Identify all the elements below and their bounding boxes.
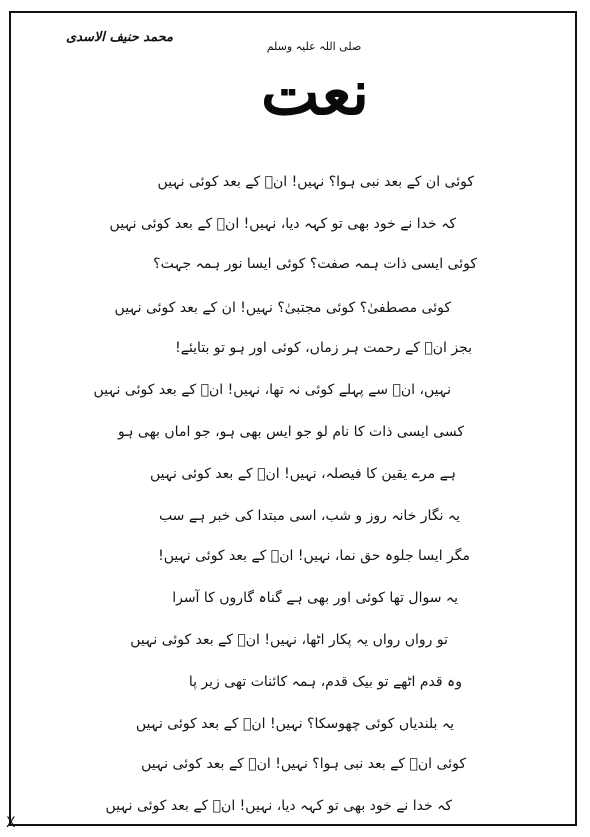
verse-line-15: کوئی انؐ کے بعد نبی ہوا؟ نہیں! انؐ کے بعد کوئی نہیں [141, 756, 466, 772]
verse-line-9: یہ نگار خانہ روز و شب، اسی مبتدا کی خبر ہے سب [158, 508, 460, 524]
page-title: نعت [260, 56, 370, 129]
verse-line-8: ہے مرے یقین کا فیصلہ، نہیں! انؐ کے بعد کوئی نہیں [149, 466, 456, 482]
verse-line-3: کوئی ایسی ذات ہمہ صفت؟ کوئی ایسا نور ہمہ جہت؟ [153, 256, 477, 272]
verse-line-12: تو رواں رواں یہ پکار اٹھا، نہیں! انؐ کے بعد کوئی نہیں [130, 632, 448, 648]
verse-line-14: یہ بلندیاں کوئی چھوسکا؟ نہیں! انؐ کے بعد کوئی نہیں [135, 716, 454, 732]
verse-line-5: بجز انؐ کے رحمت ہر زماں، کوئی اور ہو تو بتایئے! [175, 340, 472, 356]
verse-line-11: یہ سوال تھا کوئی اور بھی ہے گناہ گاروں کا آسرا [172, 590, 458, 606]
verse-line-4: کوئی مصطفیٰ؟ کوئی مجتبیٰ؟ نہیں! ان کے بعد کوئی نہیں [114, 300, 451, 316]
verse-line-13: وہ قدم اٹھے تو بیک قدم، ہمہ کائنات تھی زیر پا [188, 674, 462, 690]
corner-mark: X [6, 815, 16, 831]
title-block [260, 40, 370, 136]
verse-line-2: کہ خدا نے خود بھی تو کہہ دیا، نہیں! انؐ کے بعد کوئی نہیں [109, 216, 456, 232]
verse-line-6: نہیں، انؐ سے پہلے کوئی نہ تھا، نہیں! انؐ کے بعد کوئی نہیں [93, 382, 451, 398]
author-name: محمد حنیف الاسدی [66, 30, 174, 45]
verse-line-7: کسی ایسی ذات کا نام لو جو ایس بھی ہو، جو اماں بھی ہو [118, 424, 464, 440]
verse-line-10: مگر ایسا جلوہ حق نما، نہیں! انؐ کے بعد کوئی نہیں! [158, 548, 470, 564]
verse-line-16: کہ خدا نے خود بھی تو کہہ دیا، نہیں! انؐ کے بعد کوئی نہیں [105, 798, 452, 814]
verse-line-1: کوئی ان کے بعد نبی ہوا؟ نہیں! انؐ کے بعد کوئی نہیں [157, 174, 474, 190]
title-honorific: صلی اللہ علیہ وسلم [266, 40, 362, 53]
